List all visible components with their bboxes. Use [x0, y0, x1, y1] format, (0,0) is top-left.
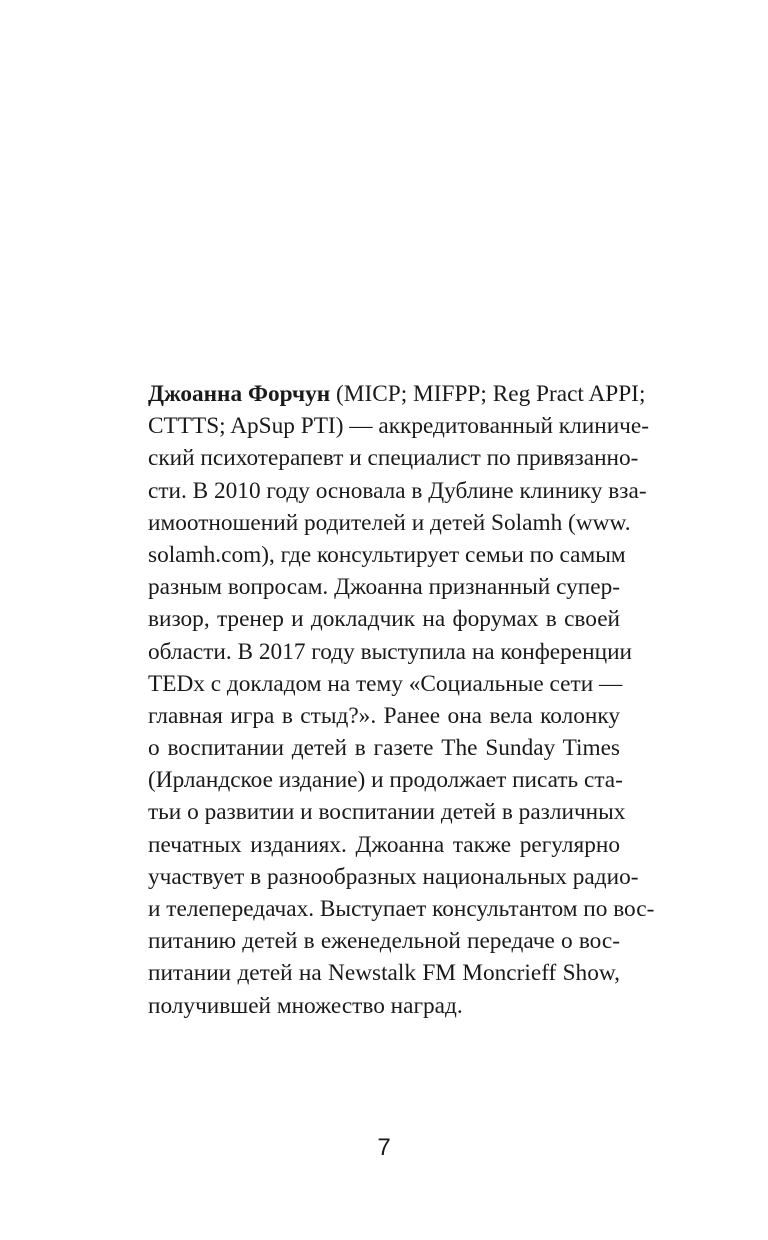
- author-credentials: (MICP; MIFPP; Reg Pract APPI;: [330, 381, 646, 407]
- page-number: 7: [377, 1134, 391, 1161]
- bio-line: имоотношений родителей и детей Solamh (www.: [148, 509, 631, 536]
- bio-line: TEDx с докладом на тему «Социальные сети —: [148, 670, 623, 697]
- bio-line: питании детей на Newstalk FM Moncrieff Show,: [148, 960, 620, 987]
- bio-line: получившей множество наград.: [148, 992, 463, 1019]
- bio-line: CTTTS; ApSup PTI) — аккредитованный клиниче-: [148, 413, 649, 440]
- author-name: Джоанна Форчун: [148, 381, 331, 407]
- bio-line: solamh.com), где консультирует семьи по самым: [148, 541, 626, 568]
- bio-line: о воспитании детей в газете The Sunday Times: [148, 735, 620, 762]
- bio-line: разным вопросам. Джоанна признанный супер-: [148, 574, 620, 601]
- bio-line: тьи о развитии и воспитании детей в различных: [148, 799, 626, 826]
- bio-line: сти. В 2010 году основала в Дублине клинику вза-: [148, 477, 647, 504]
- bio-line: участвует в разнообразных национальных радио-: [148, 863, 639, 890]
- bio-line: области. В 2017 году выступила на конференции: [148, 638, 633, 665]
- bio-line: ский психотерапевт и специалист по привязанно-: [148, 445, 639, 472]
- bio-line: печатных изданиях. Джоанна также регулярно: [148, 831, 620, 858]
- bio-line: питанию детей в еженедельной передаче о вос-: [148, 928, 620, 955]
- bio-line: визор, тренер и докладчик на форумах в своей: [148, 606, 620, 633]
- bio-line: [148, 378, 646, 410]
- author-bio: [148, 378, 655, 1022]
- bio-line: (Ирландское издание) и продолжает писать ста-: [148, 767, 623, 794]
- bio-line: главная игра в стыд?». Ранее она вела колонку: [148, 702, 620, 729]
- bio-line: и телепередачах. Выступает консультантом по вос-: [148, 896, 655, 922]
